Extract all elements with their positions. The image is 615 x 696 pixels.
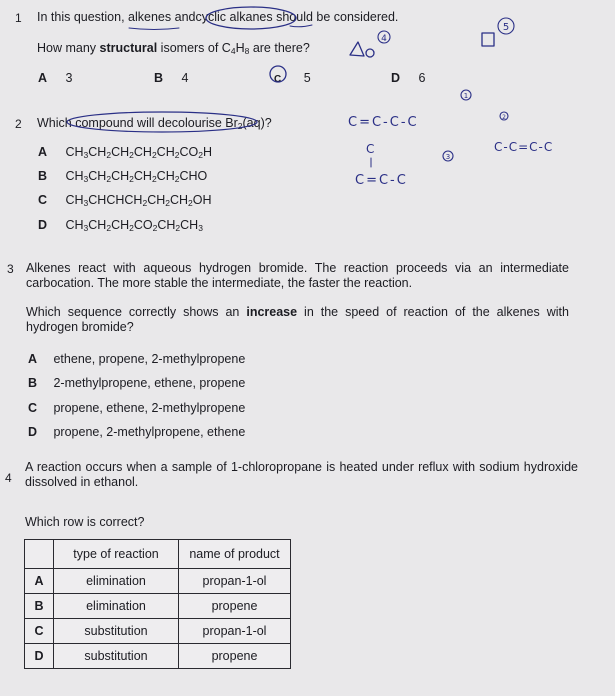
product-name: propan-1-ol bbox=[179, 569, 291, 594]
option-b[interactable]: B 2-methylpropene, ethene, propene bbox=[28, 376, 246, 390]
question-text: How many structural isomers of $C_4H_8$ are there? bbox=[37, 41, 310, 56]
ink-formula-methylpropene: C=C-C bbox=[355, 173, 408, 188]
ink-circled-1 bbox=[461, 90, 471, 100]
question-intro: Alkenes react with aqueous hydrogen bromide. The reaction proceeds via an intermediate carbocation. The more stable the intermediate, the faster the reaction. bbox=[26, 261, 569, 290]
table-header-cell: type of reaction bbox=[54, 540, 179, 569]
row-letter: D bbox=[25, 644, 54, 669]
option-a[interactable]: A 3 bbox=[38, 71, 73, 85]
formula: $CH_3CHCHCH_2CH_2CH_2OH$ bbox=[65, 193, 212, 208]
formula: $CH_3CH_2CH_2CO_2CH_2CH_3$ bbox=[65, 218, 203, 233]
question-number: 3 bbox=[7, 262, 14, 276]
ink-circled-2 bbox=[500, 112, 508, 120]
question-number: 2 bbox=[15, 117, 22, 131]
highlighted-cyclic-alkanes: cyclic alkanes bbox=[195, 10, 273, 24]
ink-circled-5 bbox=[498, 18, 514, 34]
question-number: 1 bbox=[15, 11, 22, 25]
option-d[interactable]: D 6 bbox=[391, 71, 426, 85]
table-row[interactable] bbox=[25, 619, 291, 644]
square-sketch-icon bbox=[482, 33, 494, 46]
formula: $CH_3CH_2CH_2CH_2CH_2CHO$ bbox=[65, 169, 208, 184]
question-intro: A reaction occurs when a sample of 1-chloropropane is heated under reflux with sodium hydroxide dissolved in ethanol. bbox=[25, 460, 578, 489]
table-header-cell bbox=[25, 540, 54, 569]
question-text: Which compound will decolourise $Br_2(aq)$? bbox=[37, 116, 272, 131]
ink-circled-3 bbox=[443, 151, 453, 161]
ink-number: 1 bbox=[463, 92, 469, 100]
reaction-type: elimination bbox=[54, 569, 179, 594]
ink-number: 5 bbox=[502, 22, 510, 33]
table-header-cell: name of product bbox=[179, 540, 291, 569]
reaction-type: substitution bbox=[54, 644, 179, 669]
option-a[interactable]: A ethene, propene, 2-methylpropene bbox=[28, 352, 246, 366]
product-name: propene bbox=[179, 644, 291, 669]
triangle-sketch-icon bbox=[350, 42, 364, 56]
highlighted-alkenes: alkenes bbox=[128, 10, 172, 24]
option-b[interactable]: B 4 bbox=[154, 71, 189, 85]
formula: $CH_3CH_2CH_2CH_2CH_2CO_2H$ bbox=[65, 145, 212, 160]
question-text: Which sequence correctly shows an increase in the speed of reaction of the alkenes with hydrogen bromide? bbox=[26, 305, 569, 334]
reaction-type: substitution bbox=[54, 619, 179, 644]
ink-underline-should bbox=[290, 25, 312, 27]
table-header-row bbox=[25, 540, 291, 569]
answer-table bbox=[24, 539, 291, 669]
option-d[interactable]: D $CH_3CH_2CH_2CO_2CH_2CH_3$ bbox=[38, 218, 203, 233]
ink-underline-alkenes bbox=[129, 28, 179, 30]
row-letter: C bbox=[25, 619, 54, 644]
product-name: propene bbox=[179, 594, 291, 619]
question-text: Which row is correct? bbox=[25, 515, 145, 529]
option-c[interactable]: C $CH_3CHCHCH_2CH_2CH_2OH$ bbox=[38, 193, 212, 208]
ink-number: 4 bbox=[381, 34, 387, 44]
circle-sketch-icon bbox=[366, 49, 374, 57]
option-b[interactable]: B $CH_3CH_2CH_2CH_2CH_2CHO$ bbox=[38, 169, 208, 184]
option-d[interactable]: D propene, 2-methylpropene, ethene bbox=[28, 425, 246, 439]
row-letter: B bbox=[25, 594, 54, 619]
ink-circled-4 bbox=[378, 31, 390, 43]
table-row[interactable] bbox=[25, 594, 291, 619]
row-letter: A bbox=[25, 569, 54, 594]
table-row[interactable] bbox=[25, 569, 291, 594]
question-number: 4 bbox=[5, 471, 12, 485]
ink-formula-but-1-ene: C=C-C-C bbox=[348, 115, 419, 130]
ink-formula-but-2-ene: C-C=C-C bbox=[494, 140, 554, 154]
question-stem: In this question, alkenes andcyclic alkanes should be considered. bbox=[37, 10, 399, 24]
product-name: propan-1-ol bbox=[179, 619, 291, 644]
table-row[interactable] bbox=[25, 644, 291, 669]
option-a[interactable]: A $CH_3CH_2CH_2CH_2CH_2CO_2H$ bbox=[38, 145, 212, 160]
option-c[interactable]: C 5 bbox=[274, 71, 311, 85]
option-c[interactable]: C propene, ethene, 2-methylpropene bbox=[28, 401, 246, 415]
reaction-type: elimination bbox=[54, 594, 179, 619]
ink-number: 2 bbox=[502, 114, 506, 121]
ink-number: 3 bbox=[445, 153, 451, 161]
ink-formula-branch-top: C bbox=[366, 142, 375, 156]
